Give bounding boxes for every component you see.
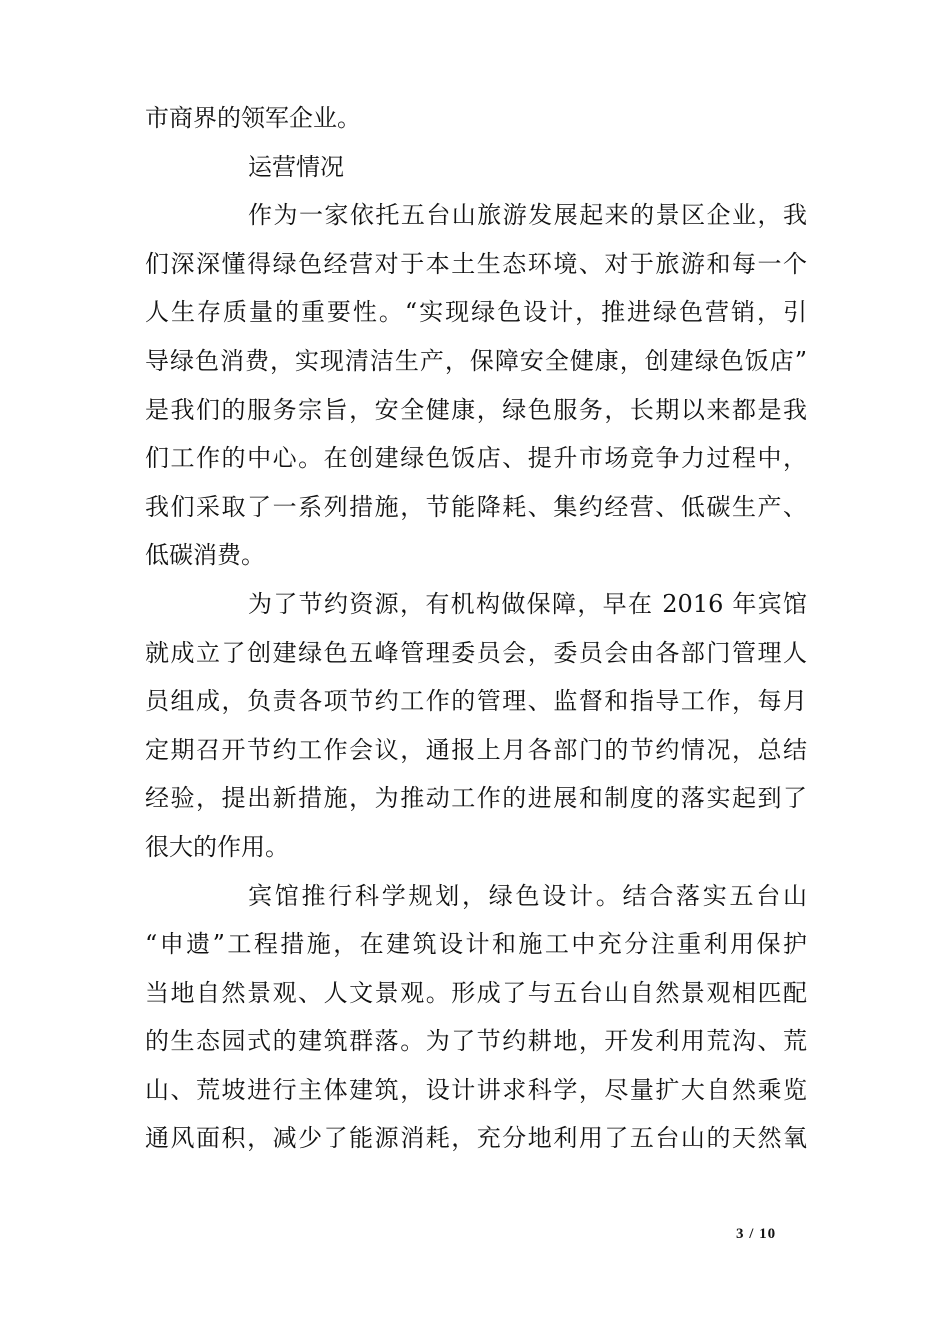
text-line: 为了节约资源，有机构做保障，早在 2016 年宾馆 <box>248 589 807 618</box>
text-line: 员组成，负责各项节约工作的管理、监督和指导工作，每月 <box>145 687 807 716</box>
text-line: 山、荒坡进行主体建筑，设计讲求科学，尽量扩大自然乘览 <box>145 1075 807 1104</box>
text-line: 导绿色消费，实现清洁生产，保障安全健康，创建绿色饭店” <box>145 346 807 375</box>
text-line: 们工作的中心。在创建绿色饭店、提升市场竞争力过程中， <box>145 444 807 473</box>
text-line: 低碳消费。 <box>145 541 265 570</box>
text-line: 作为一家依托五台山旅游发展起来的景区企业，我 <box>248 201 807 230</box>
text-line: “申遗”工程措施，在建筑设计和施工中充分注重利用保护 <box>145 930 807 959</box>
text-line: 们深深懂得绿色经营对于本土生态环境、对于旅游和每一个 <box>145 249 807 278</box>
text-line: 是我们的服务宗旨，安全健康，绿色服务，长期以来都是我 <box>145 395 807 424</box>
text-line: 很大的作用。 <box>145 832 289 861</box>
text-line: 我们采取了一系列措施，节能降耗、集约经营、低碳生产、 <box>145 492 807 521</box>
text-line: 宾馆推行科学规划，绿色设计。结合落实五台山 <box>248 881 807 910</box>
body-text <box>145 94 807 1163</box>
text-line: 当地自然景观、人文景观。形成了与五台山自然景观相匹配 <box>145 978 807 1007</box>
text-line: 定期召开节约工作会议，通报上月各部门的节约情况，总结 <box>145 735 807 764</box>
section-heading: 运营情况 <box>248 152 344 181</box>
text-line: 通风面积，减少了能源消耗，充分地利用了五台山的天然氧 <box>145 1124 807 1153</box>
text-line: 市商界的领军企业。 <box>145 104 361 132</box>
text-line: 经验，提出新措施，为推动工作的进展和制度的落实起到了 <box>145 784 807 813</box>
text-line: 人生存质量的重要性。“实现绿色设计，推进绿色营销，引 <box>145 298 807 327</box>
text-line: 就成立了创建绿色五峰管理委员会，委员会由各部门管理人 <box>145 638 807 667</box>
page-number: 3 / 10 <box>736 1226 777 1242</box>
text-line: 的生态园式的建筑群落。为了节约耕地，开发利用荒沟、荒 <box>145 1027 807 1056</box>
